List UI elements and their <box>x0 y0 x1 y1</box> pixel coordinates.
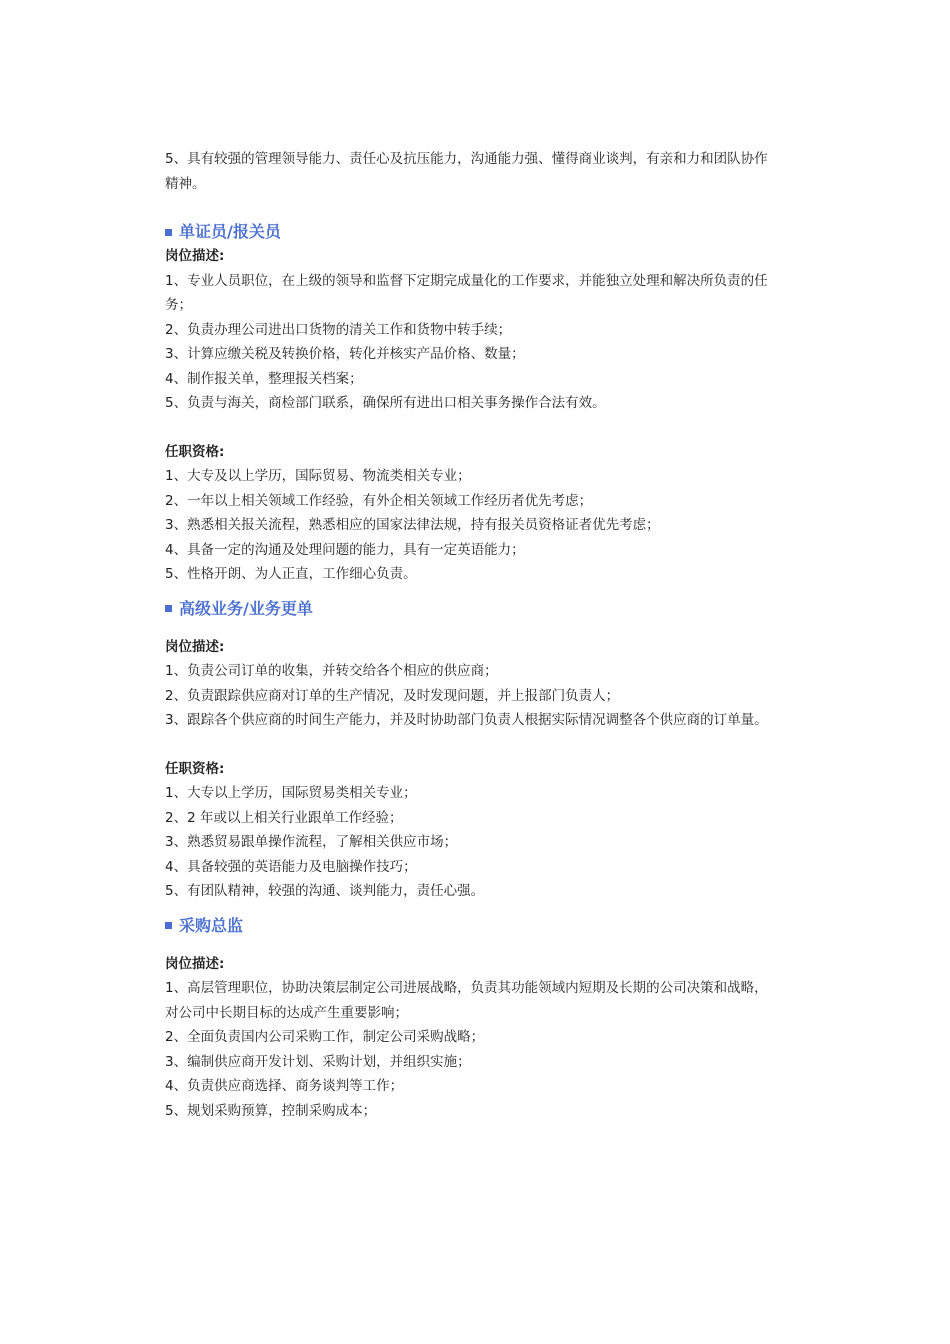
section-title: 高级业务/业务更单 <box>179 598 313 618</box>
duty-item: 2、负责跟踪供应商对订单的生产情况，及时发现问题，并上报部门负责人； <box>165 687 620 704</box>
duty-item: 3、编制供应商开发计划、采购计划，并组织实施； <box>165 1053 471 1070</box>
intro-line: 5、具有较强的管理领导能力、责任心及抗压能力，沟通能力强、懂得商业谈判，有亲和力和团队协作精神。 <box>165 151 768 192</box>
duty-item: 5、负责与海关，商检部门联系，确保所有进出口相关事务操作合法有效。 <box>165 395 606 411</box>
duties-label: 岗位描述: <box>165 638 225 655</box>
section-heading <box>165 914 780 938</box>
duty-item: 4、负责供应商选择、商务谈判等工作； <box>165 1078 404 1094</box>
duty-item: 2、全面负责国内公司采购工作，制定公司采购战略； <box>165 1029 485 1045</box>
duties-label: 岗位描述: <box>165 955 225 972</box>
duties-label: 岗位描述: <box>165 248 225 264</box>
requirement-item: 3、熟悉贸易跟单操作流程，了解相关供应市场； <box>165 834 458 850</box>
duty-item: 1、负责公司订单的收集，并转交给各个相应的供应商； <box>165 663 498 679</box>
square-bullet-icon <box>165 229 172 236</box>
requirements-label: 任职资格: <box>165 760 225 777</box>
square-bullet-icon <box>165 922 172 929</box>
requirement-item: 2、2 年或以上相关行业跟单工作经验； <box>165 809 403 826</box>
requirement-item: 1、大专以上学历，国际贸易类相关专业； <box>165 785 417 801</box>
requirement-item: 3、熟悉相关报关流程，熟悉相应的国家法律法规，持有报关员资格证者优先考虑； <box>165 517 660 533</box>
duty-item: 1、高层管理职位，协助决策层制定公司进展战略，负责其功能领域内短期及长期的公司决策和战略，对公司中长期目标的达成产生重要影响； <box>165 980 768 1021</box>
section-heading <box>165 220 780 244</box>
section-document-clerk <box>165 220 780 587</box>
requirement-item: 5、有团队精神，较强的沟通、谈判能力，责任心强。 <box>165 883 485 899</box>
duty-item: 4、制作报关单，整理报关档案； <box>165 370 363 387</box>
duty-item: 2、负责办理公司进出口货物的清关工作和货物中转手续； <box>165 321 512 338</box>
requirement-item: 4、具备较强的英语能力及电脑操作技巧； <box>165 858 417 875</box>
section-title: 单证员/报关员 <box>179 222 281 241</box>
square-bullet-icon <box>165 605 172 612</box>
duty-item: 3、计算应缴关税及转换价格，转化并核实产品价格、数量； <box>165 346 525 362</box>
requirement-item: 4、具备一定的沟通及处理问题的能力，具有一定英语能力； <box>165 541 525 558</box>
requirement-item: 2、一年以上相关领域工作经验，有外企相关领域工作经历者优先考虑； <box>165 492 593 509</box>
duty-item: 3、跟踪各个供应商的时间生产能力，并及时协助部门负责人根据实际情况调整各个供应商的订单量。 <box>165 712 768 728</box>
duty-item: 5、规划采购预算，控制采购成本； <box>165 1102 377 1119</box>
section-purchasing-director <box>165 914 780 1124</box>
section-title: 采购总监 <box>179 915 244 935</box>
requirement-item: 1、大专及以上学历，国际贸易、物流类相关专业； <box>165 468 471 484</box>
duty-item: 1、专业人员职位，在上级的领导和监督下定期完成量化的工作要求，并能独立处理和解决所负责的任务； <box>165 272 768 313</box>
section-heading <box>165 597 780 621</box>
section-senior-merchandiser <box>165 597 780 904</box>
requirements-label: 任职资格: <box>165 443 225 460</box>
requirement-item: 5、性格开朗、为人正直，工作细心负责。 <box>165 566 417 582</box>
